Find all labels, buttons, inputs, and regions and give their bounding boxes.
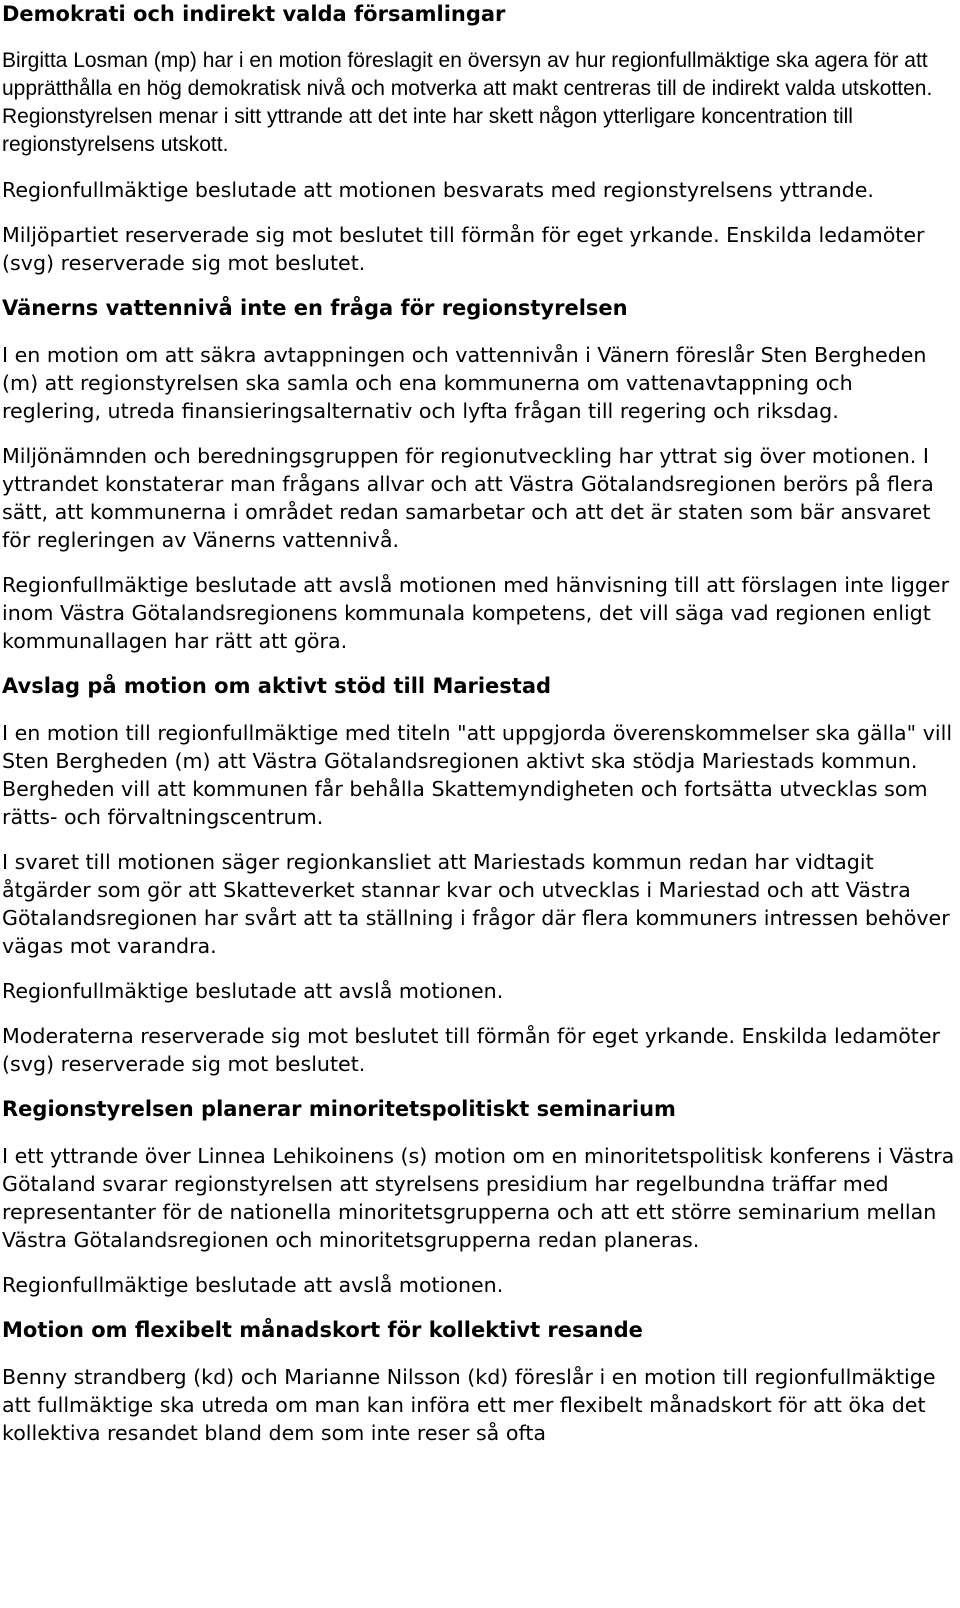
section-heading-vanern: Vänerns vattennivå inte en fråga för regionstyrelsen	[2, 296, 628, 320]
section-heading-minority-seminar: Regionstyrelsen planerar minoritetspolitiskt seminarium	[2, 1097, 676, 1121]
paragraph-democracy-motion: Birgitta Losman (mp) har i en motion föreslagit en översyn av hur regionfullmäktige ska agera för att upprätthålla en hög demokratisk nivå och motverka att makt centreras till de indirekt valda utskotten. Regionstyrelsen menar i sitt yttrande att det inte har skett någon ytterligare koncentration till regionstyrelsens utskott.	[2, 49, 933, 156]
paragraph-vanern-motion: I en motion om att säkra avtappningen och vattennivån i Vänern föreslår Sten Bergheden (m) att regionstyrelsen ska samla och ena kommunerna om vattenavtappning och reglering, utreda finansieringsalternativ och lyfta frågan till regering och riksdag.	[2, 343, 927, 423]
paragraph-democracy-decision: Regionfullmäktige beslutade att motionen besvarats med regionstyrelsens yttrande.	[2, 178, 874, 202]
paragraph-minority-decision: Regionfullmäktige beslutade att avslå motionen.	[2, 1273, 504, 1297]
paragraph-minority-opinion: I ett yttrande över Linnea Lehikoinens (s) motion om en minoritetspolitisk konferens i Västra Götaland svarar regionstyrelsen att styrelsens presidium har regelbundna träffar med representanter för de nationella minoritetsgrupperna och att ett större seminarium mellan Västra Götalandsregionen och minoritetsgrupperna redan planeras.	[2, 1144, 955, 1252]
section-heading-monthly-pass: Motion om flexibelt månadskort för kollektivt resande	[2, 1318, 643, 1342]
paragraph-mariestad-decision: Regionfullmäktige beslutade att avslå motionen.	[2, 979, 504, 1003]
section-heading-democracy: Demokrati och indirekt valda församlingar	[2, 2, 506, 26]
paragraph-democracy-reservation: Miljöpartiet reserverade sig mot beslutet till förmån för eget yrkande. Enskilda ledamöter (svg) reserverade sig mot beslutet.	[2, 223, 925, 275]
section-heading-mariestad: Avslag på motion om aktivt stöd till Mariestad	[2, 674, 552, 698]
document-page	[2, 0, 957, 1447]
paragraph-vanern-opinion: Miljönämnden och beredningsgruppen för regionutveckling har yttrat sig över motionen. I yttrandet konstaterar man frågans allvar och att Västra Götalandsregionen berörs på flera sätt, att kommunerna i området redan samarbetar och att det är staten som bär ansvaret för regleringen av Vänerns vattennivå.	[2, 444, 934, 552]
paragraph-mariestad-motion: I en motion till regionfullmäktige med titeln "att uppgjorda överenskommelser ska gälla" vill Sten Bergheden (m) att Västra Götalandsregionen aktivt ska stödja Mariestads kommun. Bergheden vill att kommunen får behålla Skattemyndigheten och fortsätta utvecklas som rätts- och förvaltningscentrum.	[2, 721, 953, 829]
paragraph-mariestad-reservation: Moderaterna reserverade sig mot beslutet till förmån för eget yrkande. Enskilda ledamöter (svg) reserverade sig mot beslutet.	[2, 1024, 941, 1076]
paragraph-monthly-pass-motion: Benny strandberg (kd) och Marianne Nilsson (kd) föreslår i en motion till regionfullmäktige att fullmäktige ska utreda om man kan införa ett mer flexibelt månadskort för att öka det kollektiva resandet bland dem som inte reser så ofta	[2, 1365, 936, 1445]
paragraph-mariestad-answer: I svaret till motionen säger regionkansliet att Mariestads kommun redan har vidtagit åtgärder som gör att Skatteverket stannar kvar och utvecklas i Mariestad och att Västra Götalandsregionen har svårt att ta ställning i frågor där flera kommuners intressen behöver vägas mot varandra.	[2, 850, 950, 958]
paragraph-vanern-decision: Regionfullmäktige beslutade att avslå motionen med hänvisning till att förslagen inte ligger inom Västra Götalandsregionens kommunala kompetens, det vill säga vad regionen enligt kommunallagen har rätt att göra.	[2, 573, 950, 653]
